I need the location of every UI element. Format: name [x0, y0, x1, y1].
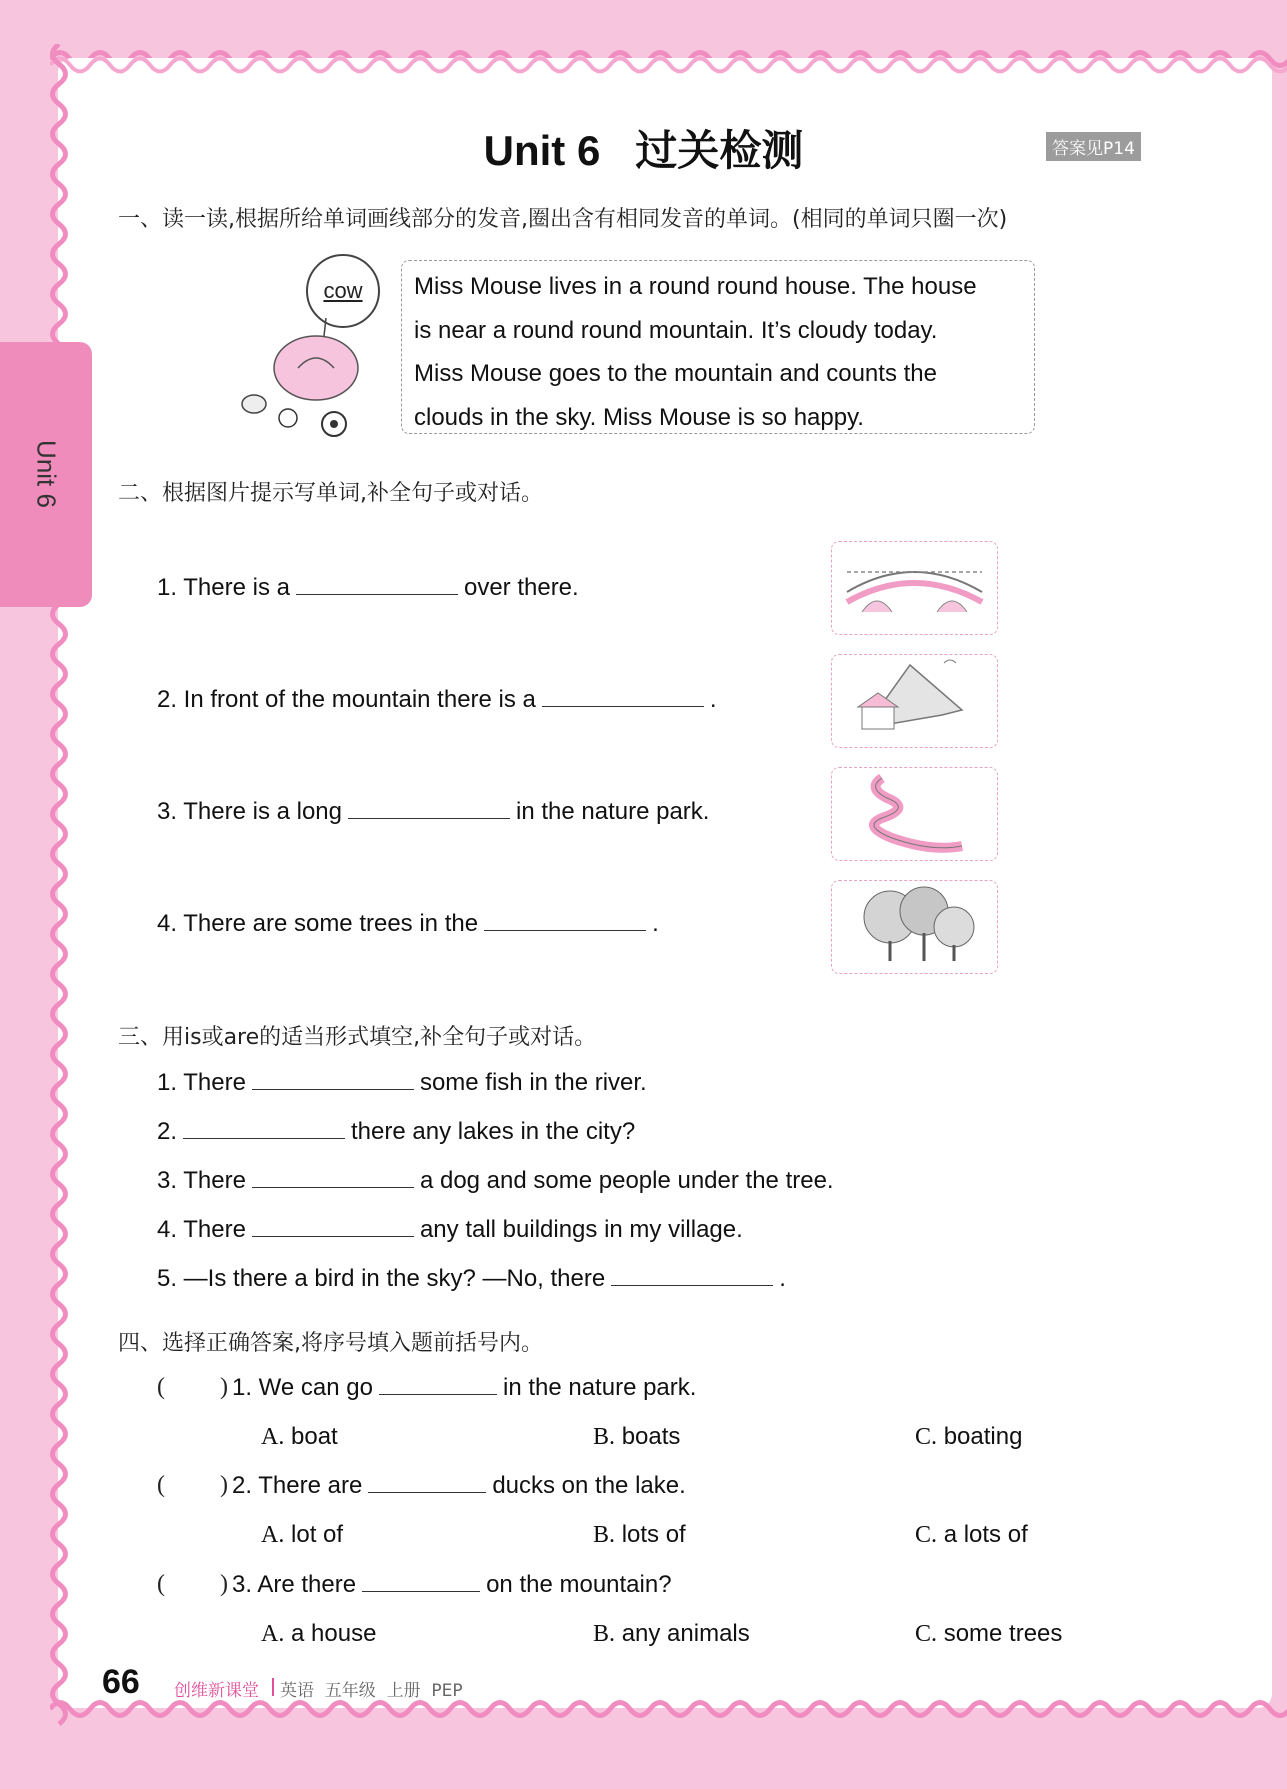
picture-question-3: 3. There is a long in the nature park.	[157, 798, 710, 825]
answer-reference-badge: 答案见P14	[1046, 132, 1141, 161]
keyword-bubble	[306, 254, 380, 328]
option-c[interactable]: C. boating	[915, 1423, 1023, 1450]
passage-line: Miss Mouse goes to the mountain and counts the	[414, 360, 937, 387]
passage-line: Miss Mouse lives in a round round house. The house	[414, 273, 977, 300]
option-a[interactable]: A. lot of	[261, 1521, 344, 1548]
option-c[interactable]: C. a lots of	[915, 1521, 1028, 1548]
pumpkin-carriage-illustration	[238, 318, 368, 438]
passage-line: clouds in the sky. Miss Mouse is so happy.	[414, 403, 864, 431]
house-picture	[831, 654, 998, 748]
choice-question-3: 3. Are there on the mountain?	[232, 1571, 672, 1598]
answer-blank[interactable]	[484, 910, 646, 931]
section-3-heading: 三、用is或are的适当形式填空,补全句子或对话。	[118, 1025, 597, 1050]
keyword-cow: cow	[323, 278, 363, 303]
picture-question-1: 1. There is a over there.	[157, 574, 579, 601]
option-b[interactable]: B. lots of	[593, 1521, 686, 1548]
answer-paren-open[interactable]: (	[157, 1571, 165, 1597]
page-number: 66	[102, 1663, 140, 1701]
answer-blank	[362, 1571, 480, 1592]
passage-line: is near a round round mountain. It’s cloudy today.	[414, 316, 938, 344]
answer-blank[interactable]	[542, 686, 704, 707]
is-are-question-3: 3. There a dog and some people under the tree.	[157, 1167, 834, 1194]
river-picture	[831, 767, 998, 861]
answer-blank[interactable]	[296, 574, 458, 595]
answer-blank	[379, 1374, 497, 1395]
reading-passage-box	[401, 260, 1035, 434]
answer-blank	[368, 1472, 486, 1493]
answer-blank[interactable]	[252, 1216, 414, 1237]
choice-question-1: 1. We can go in the nature park.	[232, 1374, 697, 1401]
option-b[interactable]: B. any animals	[593, 1620, 750, 1647]
picture-question-2: 2. In front of the mountain there is a .	[157, 686, 717, 713]
option-b[interactable]: B. boats	[593, 1423, 681, 1450]
option-a[interactable]: A. boat	[261, 1423, 338, 1450]
forest-picture	[831, 880, 998, 974]
option-c[interactable]: C. some trees	[915, 1620, 1063, 1647]
answer-paren-open[interactable]: (	[157, 1374, 165, 1400]
answer-blank[interactable]	[348, 798, 510, 819]
is-are-question-5: 5. —Is there a bird in the sky? —No, there .	[157, 1265, 786, 1292]
answer-paren-open[interactable]: (	[157, 1472, 165, 1498]
choice-question-2: 2. There are ducks on the lake.	[232, 1472, 686, 1499]
is-are-question-4: 4. There any tall buildings in my village.	[157, 1216, 743, 1243]
is-are-question-2: 2. there any lakes in the city?	[157, 1118, 636, 1145]
answer-paren-close: )	[220, 1472, 228, 1498]
section-1-heading: 一、读一读,根据所给单词画线部分的发音,圈出含有相同发音的单词。(相同的单词只圈一次)	[118, 207, 1008, 232]
answer-blank[interactable]	[183, 1118, 345, 1139]
is-are-question-1: 1. There some fish in the river.	[157, 1069, 647, 1096]
footer-divider	[272, 1678, 274, 1696]
answer-paren-close: )	[220, 1374, 228, 1400]
side-tab-label: Unit 6	[31, 440, 62, 508]
section-2-heading: 二、根据图片提示写单词,补全句子或对话。	[118, 481, 543, 506]
section-4-heading: 四、选择正确答案,将序号填入题前括号内。	[118, 1331, 543, 1356]
unit-side-tab	[0, 342, 92, 607]
book-info: 英语 五年级 上册 PEP	[280, 1681, 463, 1701]
page-title: Unit 6 过关检测	[483, 127, 804, 174]
answer-blank[interactable]	[252, 1069, 414, 1090]
answer-blank[interactable]	[611, 1265, 773, 1286]
answer-paren-close: )	[220, 1571, 228, 1597]
brand-name: 创维新课堂	[174, 1681, 259, 1701]
answer-blank[interactable]	[252, 1167, 414, 1188]
picture-question-4: 4. There are some trees in the .	[157, 910, 659, 937]
bridge-picture	[831, 541, 998, 635]
option-a[interactable]: A. a house	[261, 1620, 377, 1647]
